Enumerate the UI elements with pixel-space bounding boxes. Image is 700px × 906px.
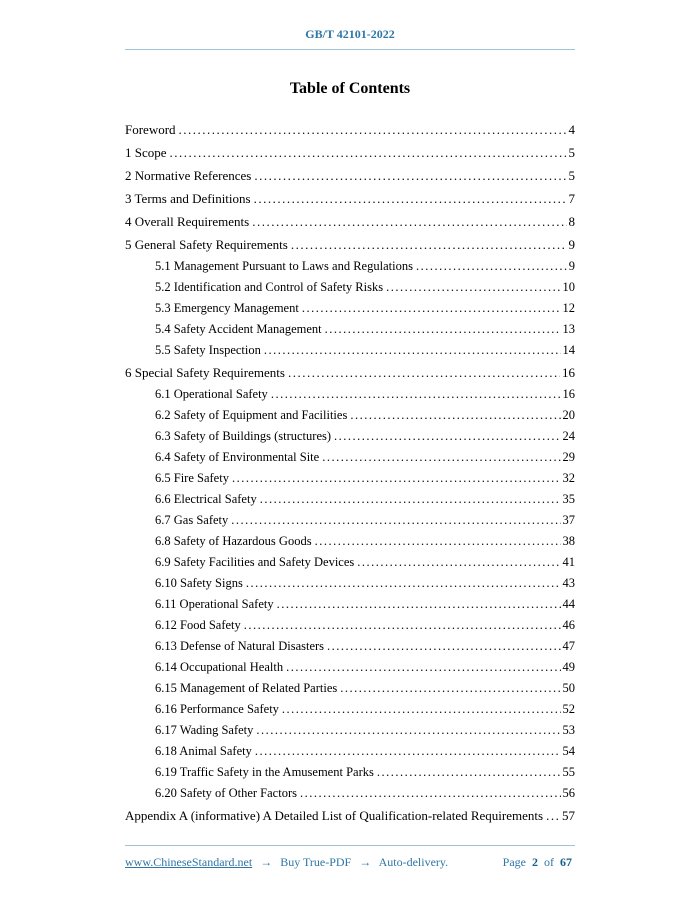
toc-entry [125, 384, 575, 405]
toc-page-number: 13 [562, 322, 575, 336]
toc-entry [125, 636, 575, 657]
toc-dot-leader [302, 298, 561, 319]
toc-entry-label: Appendix A (informative) A Detailed List of Qualification-related Requirements [125, 808, 544, 823]
toc-entry [125, 615, 575, 636]
page-total: 67 [560, 855, 572, 869]
toc-entry [125, 361, 575, 384]
toc-page-number: 53 [562, 723, 575, 737]
toc-dot-leader [232, 468, 561, 489]
page-label: Page [502, 855, 526, 869]
toc-page-number: 46 [562, 618, 575, 632]
toc-page-number: 5 [568, 168, 575, 183]
toc-page-number: 50 [562, 681, 575, 695]
toc-page-number: 35 [562, 492, 575, 506]
toc-entry-label: 2 Normative References [125, 168, 252, 183]
toc-page-number: 14 [562, 343, 575, 357]
toc-dot-leader [416, 256, 567, 277]
toc-dot-leader [386, 277, 560, 298]
toc-entry-label: 6.12 Food Safety [155, 618, 241, 632]
toc-entry-label: 1 Scope [125, 145, 167, 160]
toc-entry-label: 6.18 Animal Safety [155, 744, 252, 758]
toc-entry-label: 6.19 Traffic Safety in the Amusement Parks [155, 765, 374, 779]
toc-entry-label: 6.1 Operational Safety [155, 387, 268, 401]
toc-entry-label: 5.3 Emergency Management [155, 301, 299, 315]
toc-entry [125, 298, 575, 319]
toc-page-number: 57 [562, 808, 575, 823]
arrow-icon: → [260, 855, 273, 869]
toc-entry-label: 5.4 Safety Accident Management [155, 322, 322, 336]
toc-entry [125, 531, 575, 552]
toc-dot-leader [254, 164, 566, 187]
toc-entry-label: 5.2 Identification and Control of Safety Risks [155, 280, 384, 294]
toc-entry-label: Foreword [125, 122, 176, 137]
toc-entry-label: 6.15 Management of Related Parties [155, 681, 338, 695]
toc-entry [125, 762, 575, 783]
header-divider [125, 49, 575, 50]
toc-dot-leader [288, 361, 560, 384]
toc-dot-leader [231, 510, 560, 531]
toc-page-number: 8 [568, 214, 575, 229]
toc-page-number: 32 [562, 471, 575, 485]
toc-entry-label: 6.20 Safety of Other Factors [155, 786, 297, 800]
toc-dot-leader [546, 804, 560, 827]
footer-delivery-text: Auto-delivery. [378, 855, 449, 869]
toc-entry-label: 6.9 Safety Facilities and Safety Devices [155, 555, 355, 569]
page-indicator [503, 855, 575, 870]
toc-page-number: 41 [562, 555, 575, 569]
toc-entry [125, 510, 575, 531]
toc-page-number: 4 [568, 122, 575, 137]
toc-entry-label: 5 General Safety Requirements [125, 237, 288, 252]
toc-entry [125, 783, 575, 804]
toc-entry [125, 552, 575, 573]
toc-page-number: 29 [562, 450, 575, 464]
toc-entry [125, 210, 575, 233]
toc-dot-leader [340, 678, 560, 699]
toc-page-number: 49 [562, 660, 575, 674]
page-number: 2 [532, 855, 538, 869]
toc-entry-label: 6 Special Safety Requirements [125, 365, 285, 380]
toc-entry-label: 6.13 Defense of Natural Disasters [155, 639, 325, 653]
footer-info [125, 855, 448, 870]
toc-page-number: 43 [562, 576, 575, 590]
toc-entry-label: 6.7 Gas Safety [155, 513, 229, 527]
toc-dot-leader [246, 573, 561, 594]
toc-entry [125, 256, 575, 277]
toc-list [125, 118, 575, 827]
toc-dot-leader [255, 741, 561, 762]
toc-dot-leader [170, 141, 567, 164]
of-label: of [544, 855, 554, 869]
toc-page-number: 12 [562, 301, 575, 315]
footer-buy-text: Buy True-PDF [280, 855, 352, 869]
page-title: Table of Contents [289, 80, 411, 97]
toc-entry-label: 5.1 Management Pursuant to Laws and Regulations [155, 259, 413, 273]
toc-entry [125, 187, 575, 210]
toc-entry [125, 804, 575, 827]
toc-page-number: 44 [562, 597, 575, 611]
toc-dot-leader [256, 720, 560, 741]
toc-page-number: 38 [562, 534, 575, 548]
toc-entry [125, 277, 575, 298]
toc-entry-label: 6.14 Occupational Health [155, 660, 284, 674]
toc-entry [125, 319, 575, 340]
toc-dot-leader [300, 783, 561, 804]
toc-entry [125, 141, 575, 164]
toc-page-number: 55 [562, 765, 575, 779]
toc-dot-leader [377, 762, 561, 783]
toc-entry [125, 699, 575, 720]
toc-entry [125, 468, 575, 489]
toc-entry [125, 233, 575, 256]
toc-page-number: 9 [568, 237, 575, 252]
toc-page-number: 10 [562, 280, 575, 294]
toc-entry [125, 164, 575, 187]
toc-dot-leader [264, 340, 561, 361]
toc-entry-label: 6.2 Safety of Equipment and Facilities [155, 408, 348, 422]
toc-entry [125, 720, 575, 741]
toc-entry-label: 6.5 Fire Safety [155, 471, 229, 485]
toc-entry [125, 573, 575, 594]
toc-dot-leader [315, 531, 561, 552]
toc-dot-leader [254, 187, 567, 210]
toc-dot-leader [179, 118, 567, 141]
toc-entry [125, 594, 575, 615]
page-footer [125, 845, 575, 870]
toc-page-number: 16 [562, 365, 575, 380]
arrow-icon: → [359, 855, 372, 869]
toc-dot-leader [282, 699, 561, 720]
toc-entry [125, 447, 575, 468]
toc-page-number: 16 [562, 387, 575, 401]
toc-entry [125, 741, 575, 762]
toc-entry [125, 340, 575, 361]
toc-dot-leader [357, 552, 560, 573]
toc-dot-leader [325, 319, 561, 340]
toc-page-number: 52 [562, 702, 575, 716]
toc-page-number: 37 [562, 513, 575, 527]
toc-page-number: 20 [562, 408, 575, 422]
toc-entry-label: 6.17 Wading Safety [155, 723, 254, 737]
toc-entry [125, 405, 575, 426]
toc-entry [125, 426, 575, 447]
toc-dot-leader [260, 489, 561, 510]
toc-entry [125, 118, 575, 141]
toc-entry-label: 4 Overall Requirements [125, 214, 250, 229]
toc-dot-leader [271, 384, 561, 405]
toc-entry-label: 6.11 Operational Safety [155, 597, 274, 611]
toc-entry [125, 489, 575, 510]
toc-dot-leader [291, 233, 567, 256]
toc-dot-leader [252, 210, 566, 233]
header-doc-number: GB/T 42101-2022 [305, 27, 395, 41]
toc-dot-leader [327, 636, 560, 657]
toc-page-number: 47 [562, 639, 575, 653]
toc-entry-label: 5.5 Safety Inspection [155, 343, 261, 357]
toc-dot-leader [244, 615, 561, 636]
toc-entry-label: 6.10 Safety Signs [155, 576, 243, 590]
toc-page-number: 24 [562, 429, 575, 443]
toc-page-number: 9 [568, 259, 575, 273]
toc-entry-label: 6.16 Performance Safety [155, 702, 279, 716]
toc-page-number: 7 [568, 191, 575, 206]
toc-page-number: 56 [562, 786, 575, 800]
toc-entry-label: 6.4 Safety of Environmental Site [155, 450, 320, 464]
toc-entry [125, 678, 575, 699]
toc-page-number: 54 [562, 744, 575, 758]
toc-entry-label: 3 Terms and Definitions [125, 191, 251, 206]
toc-dot-leader [334, 426, 560, 447]
toc-entry-label: 6.8 Safety of Hazardous Goods [155, 534, 312, 548]
toc-dot-leader [286, 657, 560, 678]
toc-entry [125, 657, 575, 678]
toc-entry-label: 6.3 Safety of Buildings (structures) [155, 429, 332, 443]
toc-page-number: 5 [568, 145, 575, 160]
toc-dot-leader [277, 594, 561, 615]
toc-dot-leader [322, 447, 560, 468]
toc-dot-leader [350, 405, 560, 426]
toc-entry-label: 6.6 Electrical Safety [155, 492, 257, 506]
footer-link[interactable]: www.ChineseStandard.net [125, 855, 253, 869]
